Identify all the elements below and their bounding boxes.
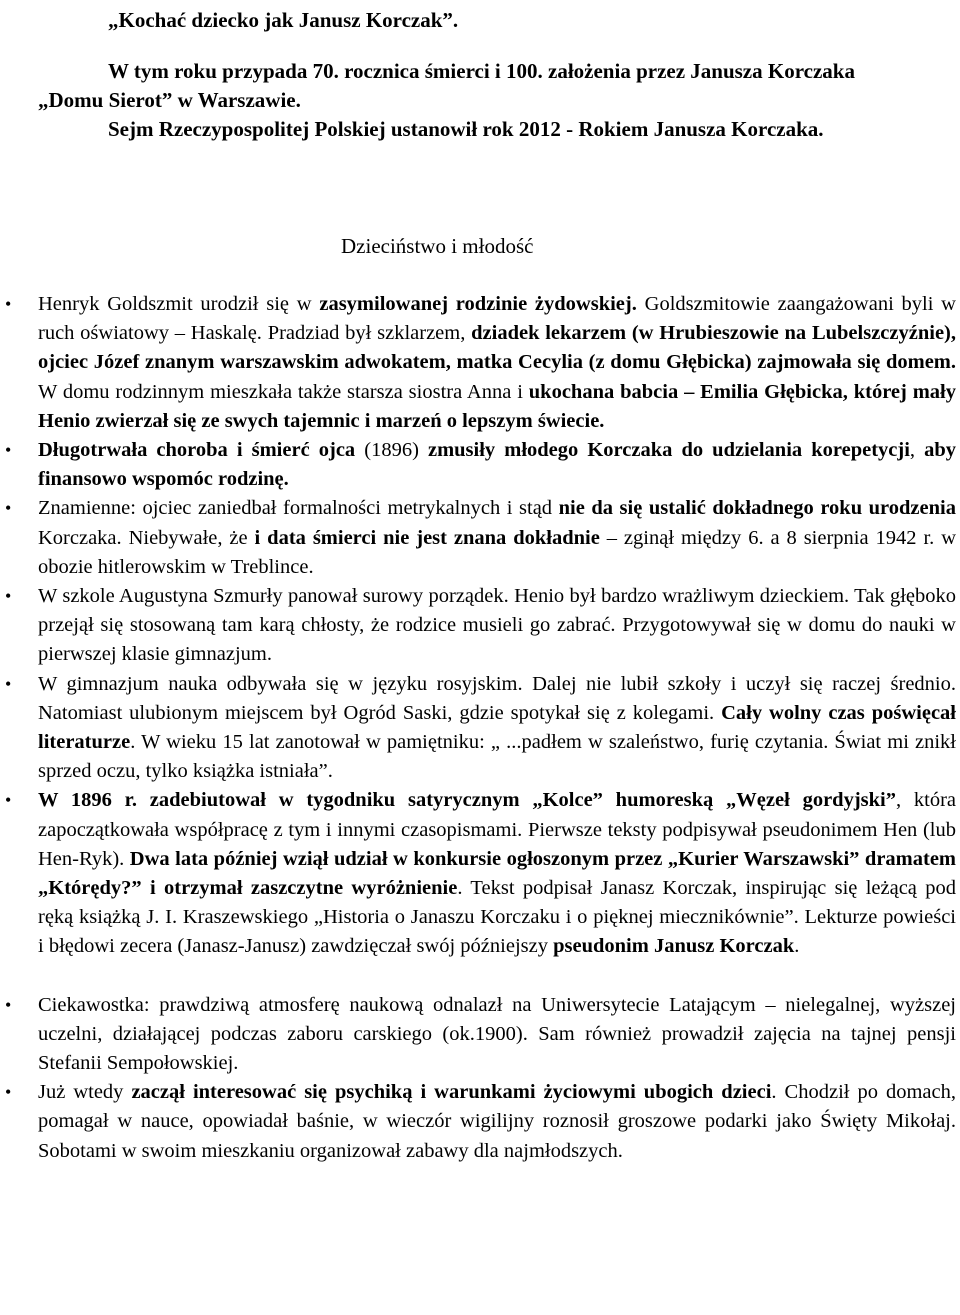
bullet-item bbox=[5, 494, 956, 582]
text-run: . W wieku 15 lat zanotował w pamiętniku: „ ...padłem w szaleństwo, furię czytania. Świat mi znikł sprzed oczu, tylko książka istniała”. bbox=[38, 731, 956, 783]
text-run: – zginął między 6. a 8 sierpnia 1942 r. w obozie hitlerowskim w Treblince. bbox=[38, 526, 956, 578]
bold-text-run: Cały wolny czas poświęcał literaturze bbox=[38, 701, 956, 754]
text-run: Już wtedy bbox=[38, 1081, 132, 1104]
text-run: . Chodził po domach, pomagał w nauce, opowiadał baśnie, w wieczór wigilijny roznosił groszowe podarki jako Święty Mikołaj. Sobotami w swoim mieszkaniu organizował zabawy dla najmłodszych. bbox=[38, 1081, 956, 1162]
bullet-marker: • bbox=[5, 673, 12, 694]
text-run: Henryk Goldszmit urodził się w bbox=[38, 293, 320, 315]
document-title: „Kochać dziecko jak Janusz Korczak”. bbox=[108, 8, 459, 32]
bold-text-run: W 1896 r. zadebiutował w tygodniku satyrycznym „Kolce” humoreską „Węzeł gordyjski” bbox=[38, 789, 896, 812]
bullet-marker: • bbox=[5, 294, 12, 314]
bullet-marker: • bbox=[5, 994, 12, 1015]
bullet-item bbox=[5, 582, 956, 670]
bold-text-run: dziadek lekarzem (w Hrubieszowie na Lubelszczyźnie), ojciec Józef znanym warszawskim adwokatem, matka Cecylia (z domu Głębicka) zajmowała się domem. bbox=[38, 322, 956, 374]
intro-block bbox=[38, 57, 918, 144]
bullet-item bbox=[5, 290, 956, 436]
bold-text-run: zmusiły młodego Korczaka do udzielania korepetycji bbox=[427, 439, 910, 462]
bold-text-run: nie da się ustalić dokładnego roku urodzenia bbox=[558, 497, 956, 520]
bold-text-run: pseudonim Janusz Korczak bbox=[553, 935, 795, 958]
text-run: Znamienne: ojciec zaniedbał formalności metrykalnych i stąd bbox=[38, 497, 559, 520]
text-run: . bbox=[794, 935, 800, 958]
bullet-marker: • bbox=[5, 498, 12, 519]
bold-text-run: aby finansowo wspomóc rodzinę. bbox=[38, 439, 957, 491]
bold-text-run: zasymilowanej rodzinie żydowskiej. bbox=[319, 293, 637, 315]
bullet-item bbox=[5, 1078, 956, 1166]
bold-text-run: zaczął interesować się psychiką i warunkami życiowymi ubogich dzieci bbox=[131, 1081, 772, 1104]
text-run: Ciekawostka: prawdziwą atmosferę naukową odnalazł na Uniwersytecie Latającym – nielegalnej, wyższej uczelni, działającej podczas zaboru carskiego (ok.1900). Sam również prowadził zajęcia na tajnej pensji Stefanii Sempołowskiej. bbox=[38, 993, 956, 1075]
bullet-item bbox=[5, 991, 956, 1079]
bullet-item bbox=[5, 436, 957, 494]
intro-paragraph-anniversary: W tym roku przypada 70. rocznica śmierci i 100. założenia przez Janusza Korczaka „Domu Sierot” w Warszawie. bbox=[38, 59, 855, 112]
text-run: W gimnazjum nauka odbywała się w języku rosyjskim. Dalej nie lubił szkoły i uczył się raczej średnio. Natomiast ulubionym miejscem był Ogród Saski, gdzie spotykał się z kolegami. bbox=[38, 672, 956, 724]
text-run: W domu rodzinnym mieszkała także starsza siostra Anna i bbox=[38, 380, 529, 403]
bold-text-run: i data śmierci nie jest znana dokładnie bbox=[254, 526, 600, 549]
bullet-list bbox=[5, 290, 957, 1166]
bullet-marker: • bbox=[5, 586, 12, 607]
text-run: Korczaka. Niebywałe, że bbox=[38, 526, 255, 549]
bullet-item bbox=[5, 670, 956, 787]
section-heading: Dzieciństwo i młodość bbox=[341, 234, 534, 258]
text-run: (1896) bbox=[355, 439, 428, 462]
text-run: , która zapoczątkowała współpracę z tym i innymi czasopismami. Pierwsze teksty podpisywał pseudonimem Hen (lub Hen-Ryk). bbox=[38, 789, 956, 870]
bullet-item bbox=[5, 786, 956, 961]
bullet-marker: • bbox=[5, 1082, 12, 1103]
text-run: . Tekst podpisał Janasz Korczak, inspirując się leżącą pod ręką książką J. I. Kraszewskiego „Historia o Janaszu Korczaku i o pięknej miecznikównie”. Lekturze powieści i błędowi zecera (Janasz-Janusz) zawdzięczał swój późniejszy bbox=[38, 877, 956, 958]
bullet-marker: • bbox=[5, 440, 12, 461]
text-run: , bbox=[909, 439, 925, 462]
bullet-marker: • bbox=[5, 790, 12, 811]
bold-text-run: Długotrwała choroba i śmierć ojca bbox=[38, 439, 356, 462]
intro-paragraph-sejm: Sejm Rzeczypospolitej Polskiej ustanowił rok 2012 - Rokiem Janusza Korczaka. bbox=[108, 117, 824, 141]
text-run: W szkole Augustyna Szmurły panował surowy porządek. Henio był bardzo wrażliwym dzieckiem. Tak głęboko przejął się stosowaną tam karą chłosty, że rodzice musieli go zabrać. Przygotowywał się w domu do nauki w pierwszej klasie gimnazjum. bbox=[38, 585, 956, 666]
text-run: Goldszmitowie zaangażowani byli w ruch oświatowy – Haskalę. Pradziad był szklarzem, bbox=[38, 293, 956, 345]
bold-text-run: ukochana babcia – Emilia Głębicka, której mały Henio zwierzał się ze swych tajemnic i marzeń o lepszym świecie. bbox=[38, 380, 956, 432]
bold-text-run: Dwa lata później wziął udział w konkursie ogłoszonym przez „Kurier Warszawski” dramatem „Którędy?” i otrzymał zaszczytne wyróżnienie bbox=[38, 847, 956, 900]
